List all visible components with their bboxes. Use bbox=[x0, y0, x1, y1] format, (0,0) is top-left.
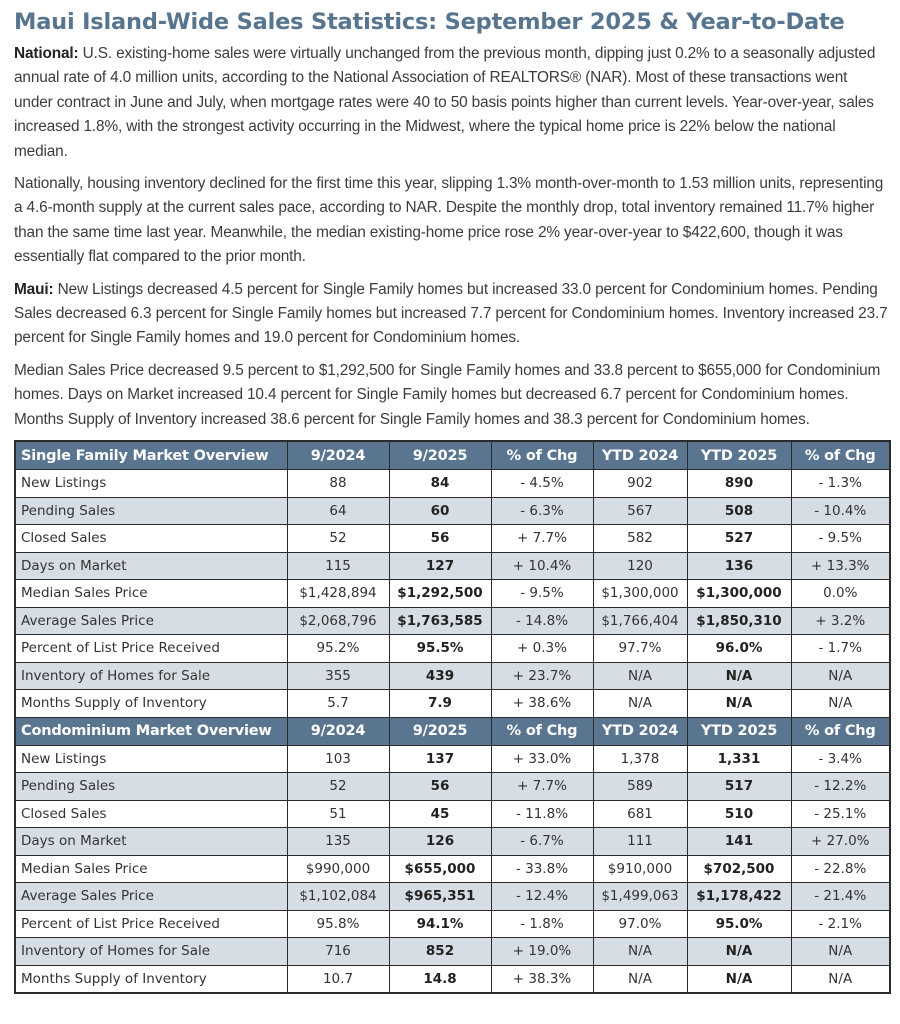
row-label: Percent of List Price Received bbox=[15, 635, 287, 663]
table-cell: + 38.6% bbox=[491, 690, 593, 718]
table-cell: - 3.4% bbox=[791, 745, 890, 773]
table-cell: 567 bbox=[593, 497, 687, 525]
table-cell: 51 bbox=[287, 800, 389, 828]
table-cell: N/A bbox=[791, 690, 890, 718]
table-cell: + 27.0% bbox=[791, 828, 890, 856]
table-cell: + 3.2% bbox=[791, 607, 890, 635]
table-cell: - 14.8% bbox=[491, 607, 593, 635]
table-cell: $1,766,404 bbox=[593, 607, 687, 635]
table-cell: N/A bbox=[791, 965, 890, 993]
table-cell: $1,300,000 bbox=[593, 580, 687, 608]
maui-paragraph-2: Median Sales Price decreased 9.5 percent to $1,292,500 for Single Family homes and 33.8 percent to $655,000 for Condominium homes. Days on Market increased 10.4 percent for Single Family homes but decreased 6.7 percent for Condominium homes. Months Supply of Inventory increased 38.6 percent for Single Family homes and 38.3 percent for Condominium homes. bbox=[14, 361, 881, 428]
table-row bbox=[15, 938, 890, 966]
table-cell: + 10.4% bbox=[491, 552, 593, 580]
table-cell: 103 bbox=[287, 745, 389, 773]
table-cell: 60 bbox=[389, 497, 491, 525]
table-cell: 355 bbox=[287, 662, 389, 690]
table-cell: 52 bbox=[287, 525, 389, 553]
column-header: % of Chg bbox=[491, 717, 593, 745]
column-header: % of Chg bbox=[791, 717, 890, 745]
row-label: Pending Sales bbox=[15, 497, 287, 525]
table-cell: 7.9 bbox=[389, 690, 491, 718]
table-cell: 45 bbox=[389, 800, 491, 828]
table-row bbox=[15, 525, 890, 553]
table-cell: N/A bbox=[687, 690, 791, 718]
table-cell: $990,000 bbox=[287, 855, 389, 883]
table-cell: - 6.7% bbox=[491, 828, 593, 856]
table-cell: 95.2% bbox=[287, 635, 389, 663]
table-cell: + 0.3% bbox=[491, 635, 593, 663]
table-cell: 527 bbox=[687, 525, 791, 553]
table-cell: $1,292,500 bbox=[389, 580, 491, 608]
table-cell: 508 bbox=[687, 497, 791, 525]
condominium-header-row bbox=[15, 717, 890, 745]
table-cell: 126 bbox=[389, 828, 491, 856]
row-label: New Listings bbox=[15, 470, 287, 498]
table-cell: 127 bbox=[389, 552, 491, 580]
table-cell: 681 bbox=[593, 800, 687, 828]
column-header: YTD 2025 bbox=[687, 717, 791, 745]
table-cell: - 1.3% bbox=[791, 470, 890, 498]
table-cell: $702,500 bbox=[687, 855, 791, 883]
single-family-header-row bbox=[15, 441, 890, 470]
table-row bbox=[15, 470, 890, 498]
table-cell: $1,300,000 bbox=[687, 580, 791, 608]
row-label: Days on Market bbox=[15, 828, 287, 856]
table-row bbox=[15, 635, 890, 663]
national-text-1: U.S. existing-home sales were virtually unchanged from the previous month, dipping just 0.2% to a seasonally adjusted annual rate of 4.0 million units, according to the National Association of REALTORS® (NAR). Most of these transactions went under contract in June and July, when mortgage rates were 40 to 50 basis points higher than current levels. Year-over-year, sales increased 1.8%, with the strongest activity occurring in the Midwest, where the typical home price is 22% below the national median. bbox=[14, 45, 876, 160]
table-cell: 137 bbox=[389, 745, 491, 773]
table-cell: 852 bbox=[389, 938, 491, 966]
table-cell: 1,378 bbox=[593, 745, 687, 773]
table-row bbox=[15, 965, 890, 993]
table-cell: 141 bbox=[687, 828, 791, 856]
table-row bbox=[15, 773, 890, 801]
column-header: YTD 2024 bbox=[593, 441, 687, 470]
page-title: Maui Island-Wide Sales Statistics: September 2025 & Year-to-Date bbox=[14, 9, 845, 35]
row-label: Days on Market bbox=[15, 552, 287, 580]
table-cell: - 1.7% bbox=[791, 635, 890, 663]
table-cell: + 33.0% bbox=[491, 745, 593, 773]
table-row bbox=[15, 552, 890, 580]
table-cell: $1,763,585 bbox=[389, 607, 491, 635]
table-cell: 95.8% bbox=[287, 910, 389, 938]
table-cell: $2,068,796 bbox=[287, 607, 389, 635]
table-cell: + 13.3% bbox=[791, 552, 890, 580]
table-cell: 135 bbox=[287, 828, 389, 856]
table-cell: N/A bbox=[687, 662, 791, 690]
table-cell: $1,178,422 bbox=[687, 883, 791, 911]
table-cell: $1,428,894 bbox=[287, 580, 389, 608]
table-cell: 890 bbox=[687, 470, 791, 498]
section-title: Condominium Market Overview bbox=[15, 717, 287, 745]
table-cell: 111 bbox=[593, 828, 687, 856]
row-label: Median Sales Price bbox=[15, 855, 287, 883]
table-cell: - 22.8% bbox=[791, 855, 890, 883]
table-cell: N/A bbox=[593, 690, 687, 718]
table-cell: 94.1% bbox=[389, 910, 491, 938]
column-header: 9/2025 bbox=[389, 441, 491, 470]
table-cell: 439 bbox=[389, 662, 491, 690]
row-label: Closed Sales bbox=[15, 800, 287, 828]
table-cell: 1,331 bbox=[687, 745, 791, 773]
national-paragraph-1 bbox=[14, 42, 888, 164]
table-cell: - 10.4% bbox=[791, 497, 890, 525]
maui-text-1: New Listings decreased 4.5 percent for Single Family homes but increased 33.0 percent for Condominium homes. Pending Sales decreased 6.3 percent for Single Family homes but increased 7.7 percent for Condominium homes. Inventory increased 23.7 percent for Single Family homes and 19.0 percent for Condominium homes. bbox=[14, 280, 888, 347]
section-title: Single Family Market Overview bbox=[15, 441, 287, 470]
table-row bbox=[15, 855, 890, 883]
table-cell: 96.0% bbox=[687, 635, 791, 663]
table-cell: + 38.3% bbox=[491, 965, 593, 993]
table-cell: + 7.7% bbox=[491, 525, 593, 553]
table-cell: 902 bbox=[593, 470, 687, 498]
table-cell: 589 bbox=[593, 773, 687, 801]
table-cell: 97.0% bbox=[593, 910, 687, 938]
row-label: Pending Sales bbox=[15, 773, 287, 801]
table-cell: 95.5% bbox=[389, 635, 491, 663]
column-header: YTD 2024 bbox=[593, 717, 687, 745]
table-cell: 517 bbox=[687, 773, 791, 801]
table-cell: - 9.5% bbox=[491, 580, 593, 608]
table-cell: $1,102,084 bbox=[287, 883, 389, 911]
table-cell: 88 bbox=[287, 470, 389, 498]
table-cell: N/A bbox=[593, 965, 687, 993]
table-cell: - 9.5% bbox=[791, 525, 890, 553]
row-label: Months Supply of Inventory bbox=[15, 690, 287, 718]
table-cell: N/A bbox=[791, 662, 890, 690]
table-cell: 64 bbox=[287, 497, 389, 525]
table-cell: 510 bbox=[687, 800, 791, 828]
national-label: National: bbox=[14, 45, 79, 62]
table-cell: - 12.4% bbox=[491, 883, 593, 911]
table-row bbox=[15, 607, 890, 635]
row-label: Months Supply of Inventory bbox=[15, 965, 287, 993]
table-cell: N/A bbox=[687, 965, 791, 993]
column-header: % of Chg bbox=[791, 441, 890, 470]
single-family-section bbox=[15, 441, 890, 717]
table-cell: $965,351 bbox=[389, 883, 491, 911]
column-header: YTD 2025 bbox=[687, 441, 791, 470]
table-cell: 52 bbox=[287, 773, 389, 801]
table-cell: + 7.7% bbox=[491, 773, 593, 801]
table-row bbox=[15, 662, 890, 690]
table-cell: - 1.8% bbox=[491, 910, 593, 938]
table-cell: + 23.7% bbox=[491, 662, 593, 690]
column-header: % of Chg bbox=[491, 441, 593, 470]
table-cell: - 25.1% bbox=[791, 800, 890, 828]
condominium-section bbox=[15, 717, 890, 993]
table-cell: - 12.2% bbox=[791, 773, 890, 801]
table-cell: N/A bbox=[593, 938, 687, 966]
table-cell: N/A bbox=[593, 662, 687, 690]
table-cell: N/A bbox=[687, 938, 791, 966]
maui-label: Maui: bbox=[14, 280, 54, 298]
table-cell: 14.8 bbox=[389, 965, 491, 993]
table-cell: 5.7 bbox=[287, 690, 389, 718]
table-cell: $910,000 bbox=[593, 855, 687, 883]
table-cell: 97.7% bbox=[593, 635, 687, 663]
table-row bbox=[15, 883, 890, 911]
table-row bbox=[15, 497, 890, 525]
table-row bbox=[15, 690, 890, 718]
table-cell: 136 bbox=[687, 552, 791, 580]
row-label: New Listings bbox=[15, 745, 287, 773]
national-paragraph-2: Nationally, housing inventory declined for the first time this year, slipping 1.3% month-over-month to 1.53 million units, representing a 4.6-month supply at the current sales pace, according to NAR. Despite the monthly drop, total inventory remained 11.7% higher than the same time last year. Meanwhile, the median existing-home price rose 2% year-over-year to $422,600, though it was essentially flat compared to the prior month. bbox=[14, 175, 884, 266]
row-label: Percent of List Price Received bbox=[15, 910, 287, 938]
table-cell: 84 bbox=[389, 470, 491, 498]
row-label: Closed Sales bbox=[15, 525, 287, 553]
table-row bbox=[15, 580, 890, 608]
row-label: Median Sales Price bbox=[15, 580, 287, 608]
row-label: Average Sales Price bbox=[15, 607, 287, 635]
table-cell: 56 bbox=[389, 773, 491, 801]
column-header: 9/2024 bbox=[287, 441, 389, 470]
table-cell: $655,000 bbox=[389, 855, 491, 883]
table-cell: - 2.1% bbox=[791, 910, 890, 938]
table-cell: 120 bbox=[593, 552, 687, 580]
table-cell: 56 bbox=[389, 525, 491, 553]
table-cell: 0.0% bbox=[791, 580, 890, 608]
table-cell: - 11.8% bbox=[491, 800, 593, 828]
table-row bbox=[15, 910, 890, 938]
table-row bbox=[15, 828, 890, 856]
table-cell: $1,850,310 bbox=[687, 607, 791, 635]
table-cell: 95.0% bbox=[687, 910, 791, 938]
table-cell: + 19.0% bbox=[491, 938, 593, 966]
table-cell: - 21.4% bbox=[791, 883, 890, 911]
column-header: 9/2025 bbox=[389, 717, 491, 745]
table-cell: - 33.8% bbox=[491, 855, 593, 883]
table-row bbox=[15, 745, 890, 773]
table-cell: - 4.5% bbox=[491, 470, 593, 498]
row-label: Inventory of Homes for Sale bbox=[15, 662, 287, 690]
row-label: Inventory of Homes for Sale bbox=[15, 938, 287, 966]
table-cell: 716 bbox=[287, 938, 389, 966]
table-row bbox=[15, 800, 890, 828]
table-cell: $1,499,063 bbox=[593, 883, 687, 911]
table-cell: 582 bbox=[593, 525, 687, 553]
table-cell: 115 bbox=[287, 552, 389, 580]
market-overview-table bbox=[14, 440, 891, 994]
table-cell: N/A bbox=[791, 938, 890, 966]
table-cell: - 6.3% bbox=[491, 497, 593, 525]
table-cell: 10.7 bbox=[287, 965, 389, 993]
column-header: 9/2024 bbox=[287, 717, 389, 745]
maui-paragraph-1 bbox=[14, 278, 888, 351]
row-label: Average Sales Price bbox=[15, 883, 287, 911]
